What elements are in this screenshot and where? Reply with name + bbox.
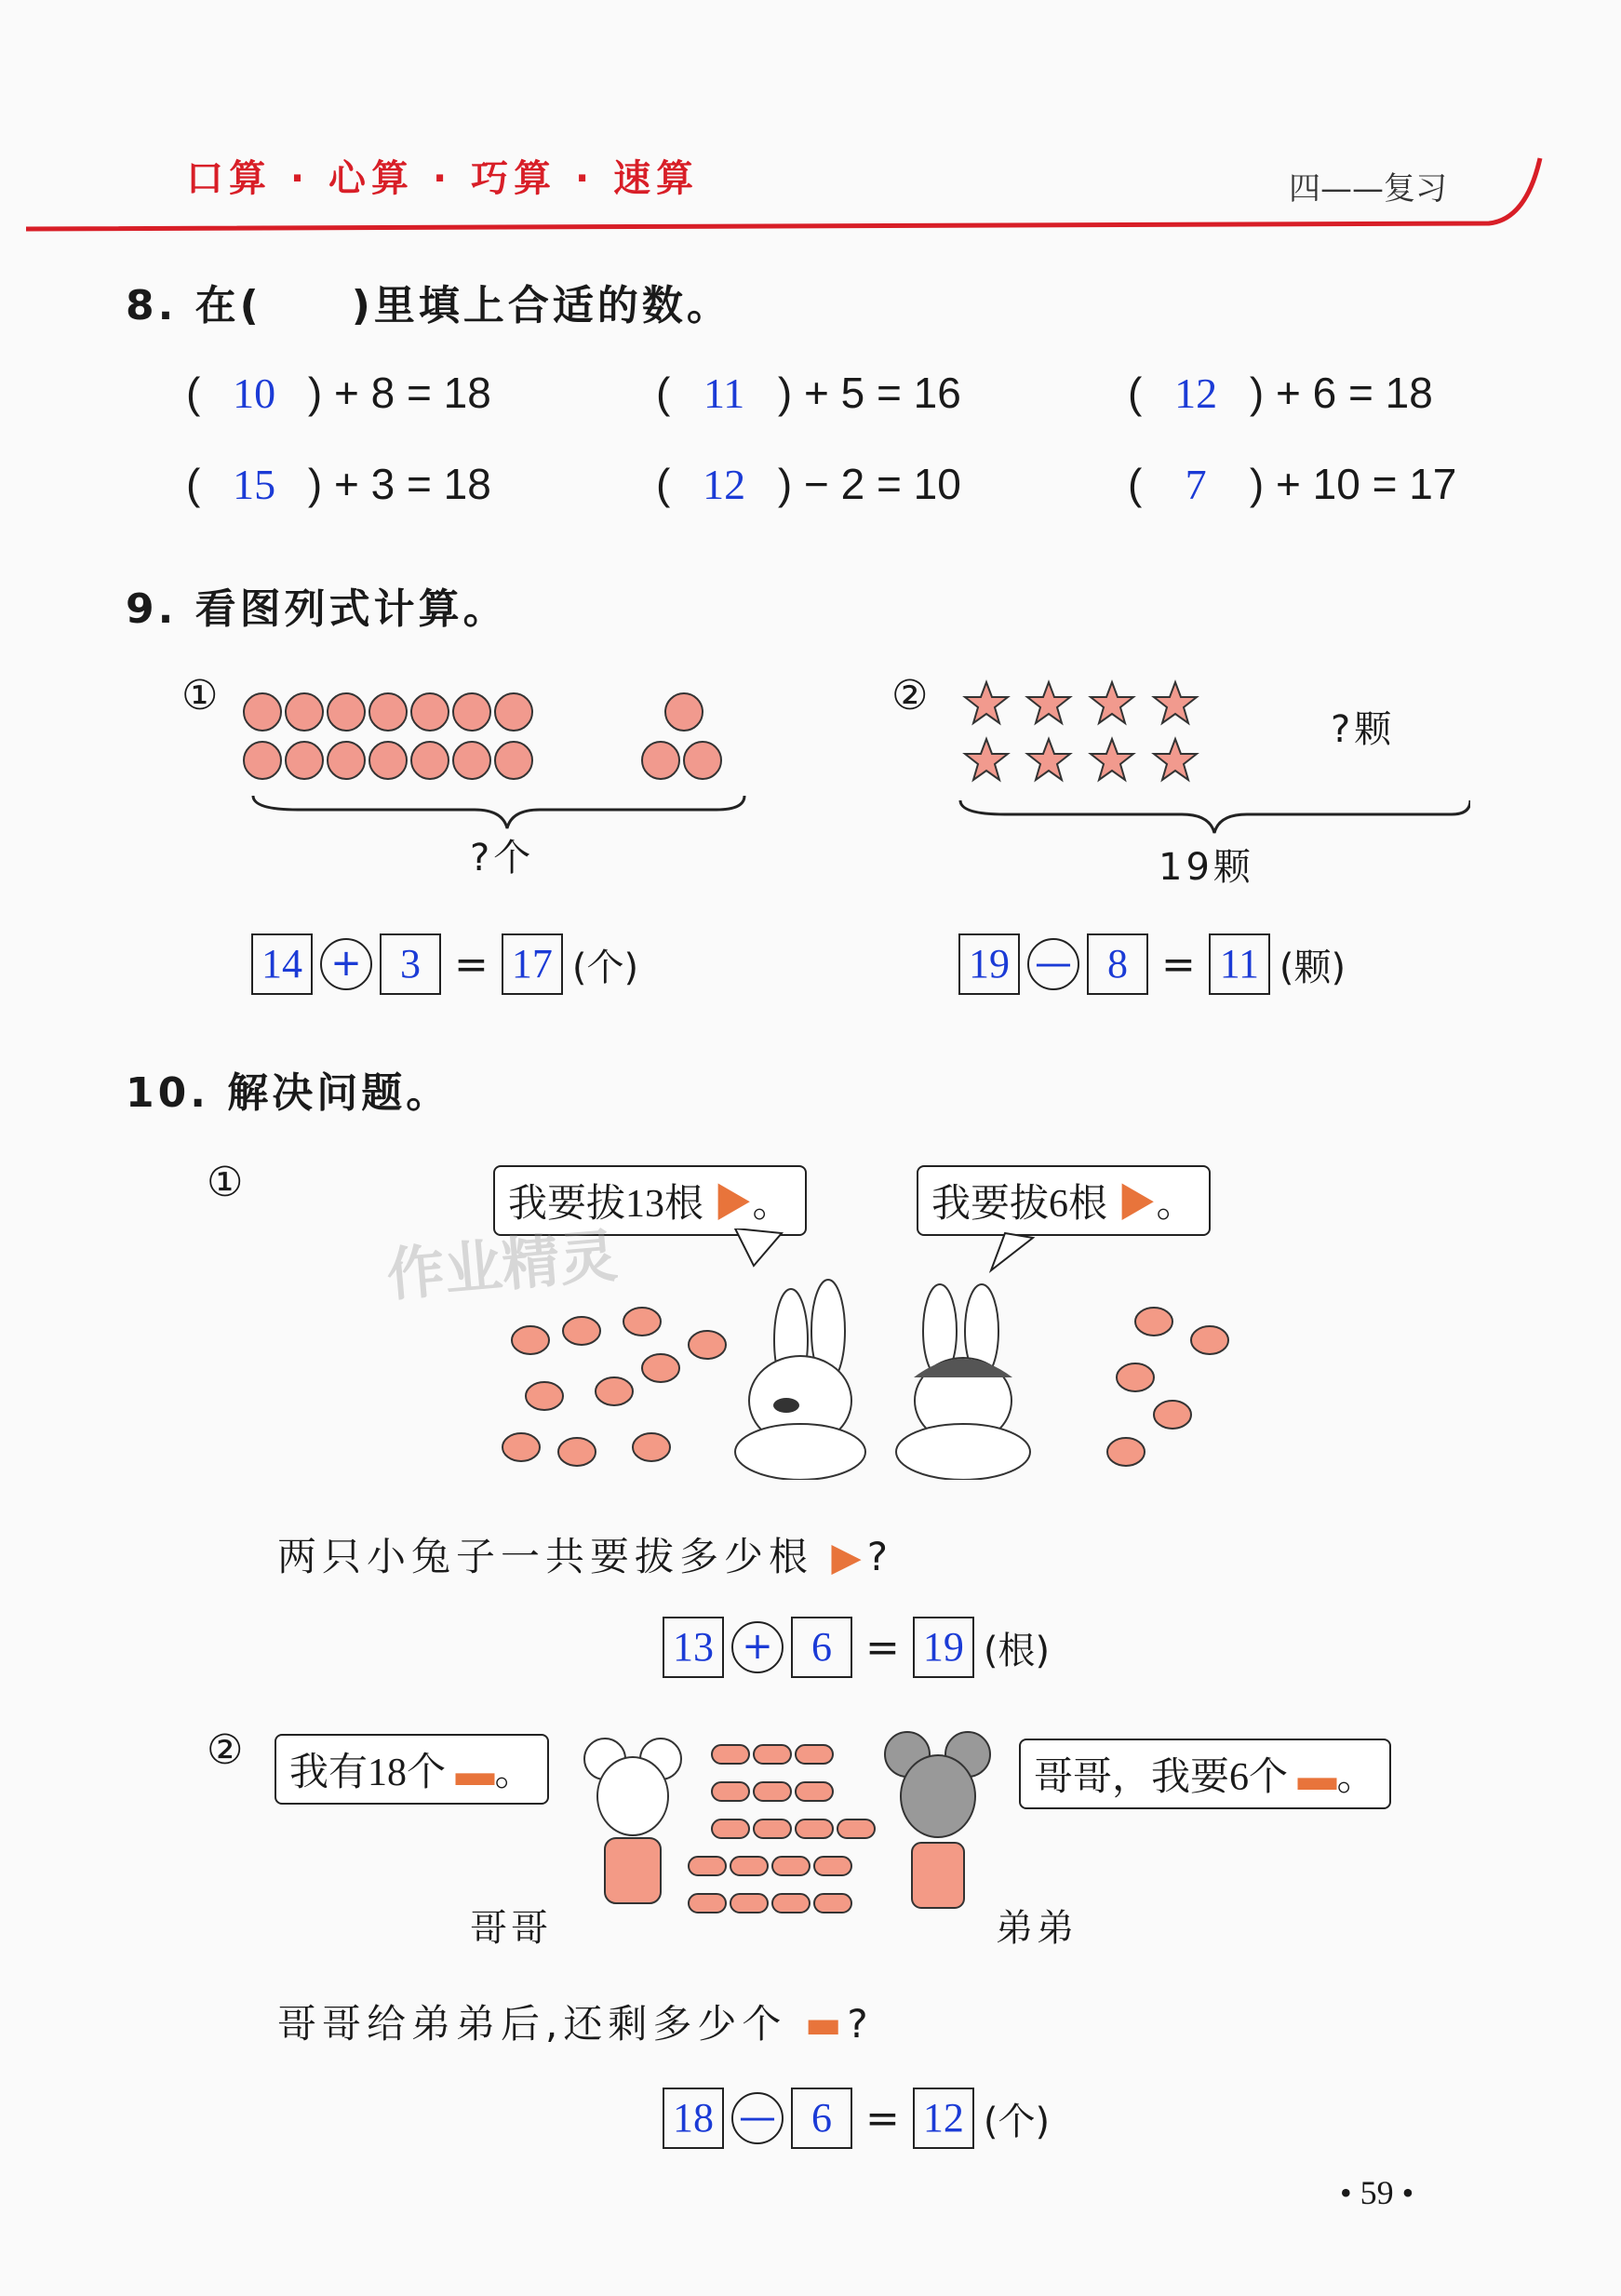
brace	[253, 796, 744, 828]
header-title: 口算 · 心算 · 巧算 · 速算	[186, 157, 700, 200]
q8-eq-2: ( 11 ) + 5 = 16	[656, 369, 961, 417]
mouse-right	[885, 1732, 990, 1908]
mouse-left	[584, 1739, 681, 1903]
watermark: 作业精灵	[383, 1221, 621, 1309]
answer: 12	[703, 461, 746, 508]
q8-eq-1: ( 10 ) + 8 = 18	[186, 369, 491, 417]
unit-label: (根)	[983, 1629, 1051, 1672]
q9-part2-marker: ②	[891, 672, 929, 719]
carrots	[502, 1308, 1228, 1466]
unit-label: (个)	[571, 946, 639, 989]
q8-eq-3: ( 12 ) + 6 = 18	[1128, 369, 1433, 417]
result-box: 12	[913, 2088, 974, 2149]
result-box: 19	[913, 1617, 974, 1678]
q9-part1-brace-label: ?个	[470, 837, 535, 879]
speech-bubble-right: 哥哥，我要6个 ▬。	[1019, 1739, 1391, 1809]
q10-part2-equation: 18 — 6 = 12 (个)	[663, 2088, 1050, 2149]
operand-box: 3	[380, 933, 441, 995]
q8-eq-4: ( 15 ) + 3 = 18	[186, 460, 491, 508]
unit-label: (颗)	[1279, 946, 1346, 989]
q10-part2-marker: ②	[207, 1726, 244, 1774]
operator-circle: +	[731, 1621, 784, 1673]
speech-bubble-left: 我有18个 ▬。	[275, 1734, 549, 1805]
operand-box: 6	[791, 2088, 852, 2149]
operand-box: 14	[251, 933, 313, 995]
operand-box: 6	[791, 1617, 852, 1678]
result-box: 11	[1209, 933, 1270, 995]
answer: 11	[703, 369, 745, 417]
operand-box: 18	[663, 2088, 724, 2149]
operand-box: 19	[958, 933, 1020, 995]
question-9-title: 9. 看图列式计算。	[126, 585, 508, 633]
q9-part2-equation: 19 — 8 = 11 (颗)	[958, 933, 1346, 995]
q9-part2-side-label: ?颗	[1331, 708, 1396, 751]
question-8-title: 8. 在( )里填上合适的数。	[126, 282, 731, 329]
rabbit-left	[735, 1280, 865, 1480]
bread-loaves	[689, 1745, 875, 1913]
apple-row-bottom	[244, 742, 721, 779]
bread-icon: ▬	[455, 1752, 495, 1794]
q10-part2-question: 哥哥给弟弟后,还剩多少个 ▬?	[277, 2001, 874, 2047]
carrot-icon: ▶	[831, 1534, 867, 1579]
answer: 15	[233, 461, 276, 508]
operator-circle: —	[731, 2092, 784, 2144]
operator-circle: —	[1027, 938, 1079, 990]
page-number: • 59 •	[1340, 2174, 1414, 2211]
apples-illustration	[242, 684, 763, 852]
mice-bread-illustration	[558, 1731, 1024, 1954]
result-box: 17	[502, 933, 563, 995]
q10-part1-question: 两只小兔子一共要拔多少根 ▶?	[277, 1534, 893, 1579]
q8-eq-6: ( 7 ) + 10 = 17	[1128, 460, 1457, 508]
q10-part1-equation: 13 + 6 = 19 (根)	[663, 1617, 1050, 1678]
speech-bubble-left: 我要拔13根 ▶。	[493, 1165, 807, 1236]
q9-part2-brace-label: 19颗	[1159, 846, 1254, 889]
answer: 7	[1185, 461, 1207, 508]
operator-circle: +	[320, 938, 372, 990]
answer: 12	[1174, 369, 1218, 417]
header-rule	[0, 0, 1621, 242]
answer: 10	[233, 369, 276, 417]
question-10-title: 10. 解决问题。	[126, 1069, 451, 1117]
bread-icon: ▬	[1297, 1756, 1337, 1799]
q9-part1-equation: 14 + 3 = 17 (个)	[251, 933, 638, 995]
q10-part1-marker: ①	[207, 1159, 244, 1206]
speech-bubble-right: 我要拔6根 ▶。	[917, 1165, 1211, 1236]
q8-eq-5: ( 12 ) − 2 = 10	[656, 460, 961, 508]
operand-box: 13	[663, 1617, 724, 1678]
apple-row-top	[244, 693, 703, 731]
rabbit-right	[896, 1284, 1030, 1480]
bread-icon: ▬	[804, 2001, 848, 2047]
carrot-icon: ▶	[713, 1183, 753, 1226]
q9-part1-marker: ①	[181, 672, 219, 719]
label-older-brother: 哥哥	[470, 1907, 552, 1950]
unit-label: (个)	[983, 2100, 1051, 2143]
brace	[960, 800, 1470, 833]
operand-box: 8	[1087, 933, 1148, 995]
header-section: 四——复习	[1289, 170, 1447, 208]
label-younger-brother: 弟弟	[996, 1907, 1078, 1950]
carrot-icon: ▶	[1117, 1183, 1157, 1226]
